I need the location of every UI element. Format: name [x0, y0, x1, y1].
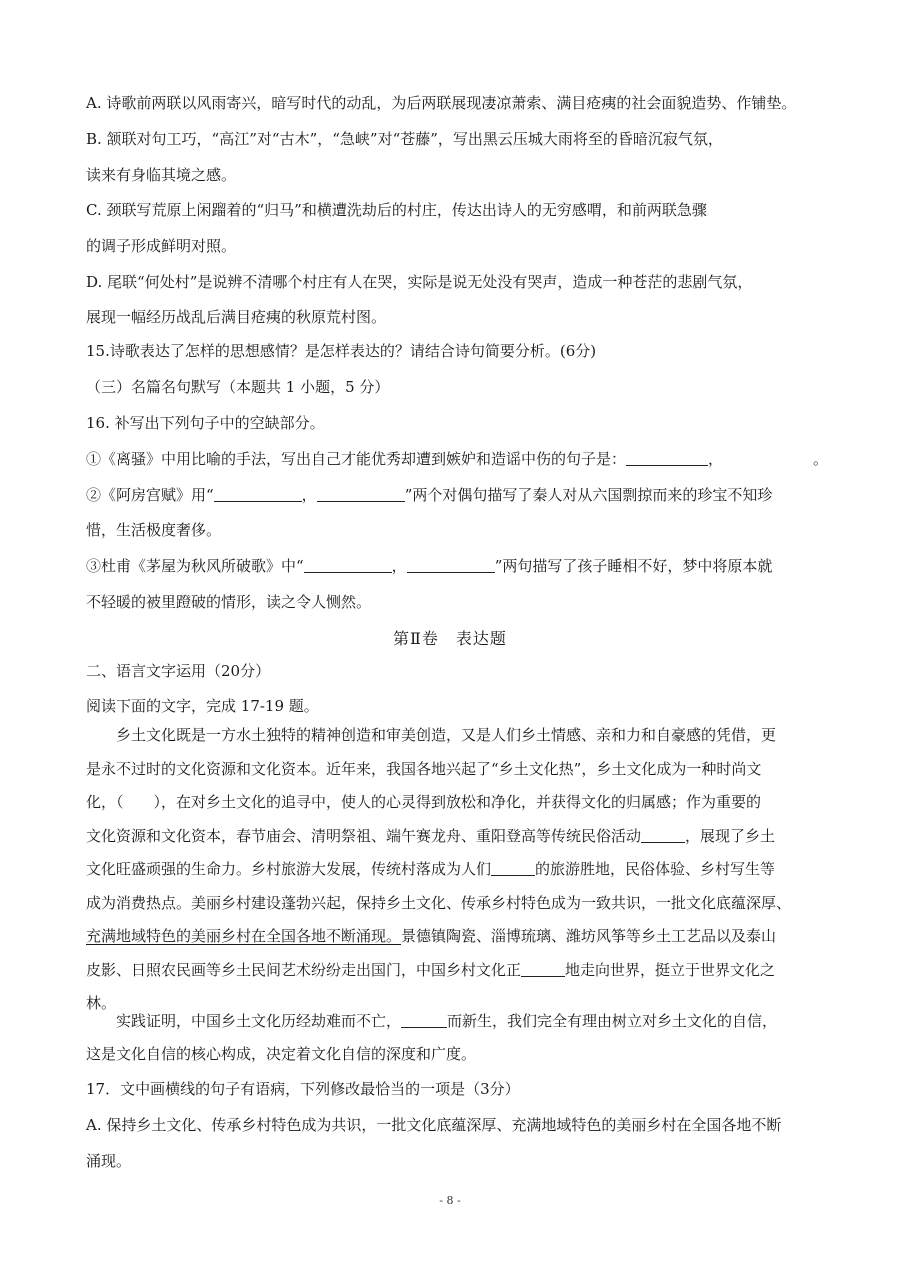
question-17-option-a-cont: 涌现。: [86, 1152, 132, 1170]
item-3-sep: ，: [391, 557, 407, 575]
q14-option-d: D. 尾联“何处村”是说辨不清哪个村庄有人在哭，实际是说无处没有哭声，造成一种苍茫的悲剧气氛，: [86, 273, 753, 291]
item-3-text: ③杜甫《茅屋为秋风所破歌》中“: [86, 557, 304, 575]
question-16-item-1: [86, 449, 829, 469]
passage-line: [86, 960, 826, 994]
q14-option-b-cont: 读来有身临其境之感。: [86, 166, 237, 184]
question-16-item-2: [86, 485, 826, 505]
passage-line: 乡土文化既是一方水土独特的精神创造和审美创造，又是人们乡土情感、亲和力和自豪感的凭借，更: [116, 726, 777, 744]
item-2-sep: ，: [301, 486, 317, 504]
part-2-heading: 第Ⅱ卷 表达题: [393, 629, 507, 648]
question-15: 15.诗歌表达了怎样的思想感情？是怎样表达的？请结合诗句简要分析。(6分): [86, 342, 597, 360]
passage-blank-4[interactable]: [401, 1013, 447, 1028]
underlined-sentence: 充满地域特色的美丽乡村在全国各地不断涌现。: [86, 927, 402, 945]
passage-blank-2[interactable]: [491, 861, 535, 876]
passage-text: 地走向世界，挺立于世界文化之: [565, 960, 776, 979]
answer-blank-5[interactable]: [304, 558, 392, 573]
passage-line: 林。: [86, 994, 117, 1012]
question-17-option-a: A. 保持乡土文化、传承乡村特色成为共识，一批文化底蕴深厚、充满地域特色的美丽乡村在全国各地不断: [86, 1116, 782, 1134]
item-3-text-cont: ”两句描写了孩子睡相不好，梦中将原本就: [494, 557, 773, 575]
question-16-item-3-cont: 不轻暖的被里蹬破的情形，读之令人恻然。: [86, 593, 372, 611]
passage-paragraph-2-cont: 这是文化自信的核心构成，决定着文化自信的深度和广度。: [86, 1045, 477, 1063]
passage-text: ，展现了乡土: [685, 826, 776, 845]
q14-option-a: A. 诗歌前两联以风雨寄兴，暗写时代的动乱，为后两联展现凄凉萧索、满目疮痍的社会面貌造势、作铺垫。: [86, 94, 797, 112]
passage-text: 而新生，我们完全有理由树立对乡土文化的自信，: [447, 1012, 778, 1030]
question-16-stem: 16. 补写出下列句子中的空缺部分。: [86, 414, 325, 432]
item-1-sep: ，: [708, 450, 724, 468]
question-17-stem: 17．文中画横线的句子有语病，下列修改最恰当的一项是（3分）: [86, 1080, 520, 1098]
page-number: - 8 -: [439, 1194, 461, 1207]
passage-blank-1[interactable]: [641, 828, 685, 843]
section-3-title: （三）名篇名句默写（本题共 1 小题，5 分）: [86, 378, 390, 396]
passage-text: 皮影、日照农民画等乡土民间艺术纷纷走出国门，中国乡村文化正: [86, 960, 522, 979]
reading-instruction: 阅读下面的文字，完成 17-19 题。: [86, 697, 319, 715]
passage-line: 化，（ ），在对乡土文化的追寻中，使人的心灵得到放松和净化，并获得文化的归属感；作为重要的: [86, 793, 762, 811]
answer-blank-6[interactable]: [407, 558, 495, 573]
q14-option-d-cont: 展现一幅经历战乱后满目疮痍的秋原荒村图。: [86, 308, 387, 326]
item-2-text: ②《阿房宫赋》用“: [86, 486, 214, 504]
section-language-title: 二、语言文字运用（20分）: [86, 662, 271, 680]
passage-text: 文化旺盛顽强的生命力。乡村旅游大发展，传统村落成为人们: [86, 860, 492, 878]
q14-option-c: C. 颈联写荒原上闲蹓着的“归马”和横遭洗劫后的村庄，传达出诗人的无穷感喟，和前两联急骤: [86, 201, 707, 219]
passage-line: [86, 926, 826, 960]
q14-option-c-cont: 的调子形成鲜明对照。: [86, 237, 237, 255]
passage-blank-3[interactable]: [521, 962, 565, 977]
answer-blank-3[interactable]: [214, 487, 302, 502]
answer-blank-4[interactable]: [317, 487, 405, 502]
passage-line: 成为消费热点。美丽乡村建设蓬勃兴起，保持乡土文化、传承乡村特色成为一致共识，一批文化底蕴深厚、: [86, 893, 792, 912]
passage-line: [86, 826, 826, 860]
passage-text: 实践证明，中国乡土文化历经劫难而不亡，: [116, 1012, 402, 1030]
item-2-text-cont: ”两个对偶句描写了秦人对从六国剽掠而来的珍宝不知珍: [404, 486, 773, 504]
reading-passage: [86, 725, 826, 1027]
item-1-text: ①《离骚》中用比喻的手法，写出自己才能优秀却遭到嫉妒和造谣中伤的句子是：: [86, 450, 627, 468]
passage-line: [86, 859, 826, 893]
passage-paragraph-2: [86, 1011, 826, 1031]
passage-text: 景德镇陶瓷、淄博琉璃、潍坊风筝等乡土工艺品以及泰山: [401, 927, 777, 945]
question-16-item-3: [86, 556, 826, 576]
passage-line: 是永不过时的文化资源和文化资本。近年来，我国各地兴起了“乡土文化热”，乡土文化成为一种时尚文: [86, 759, 762, 778]
q14-option-b: B. 颔联对句工巧，“高江”对“古木”，“急峡”对“苍藤”，写出黑云压城大雨将至的昏暗沉寂气氛，: [86, 130, 723, 148]
passage-text: 文化资源和文化资本，春节庙会、清明祭祖、端午赛龙舟、重阳登高等传统民俗活动: [86, 826, 642, 845]
question-16-item-2-cont: 惜，生活极度奢侈。: [86, 521, 222, 539]
item-1-end: 。: [813, 450, 829, 468]
passage-text: 的旅游胜地，民俗体验、乡村写生等: [535, 860, 776, 878]
answer-blank-1[interactable]: [626, 451, 708, 466]
